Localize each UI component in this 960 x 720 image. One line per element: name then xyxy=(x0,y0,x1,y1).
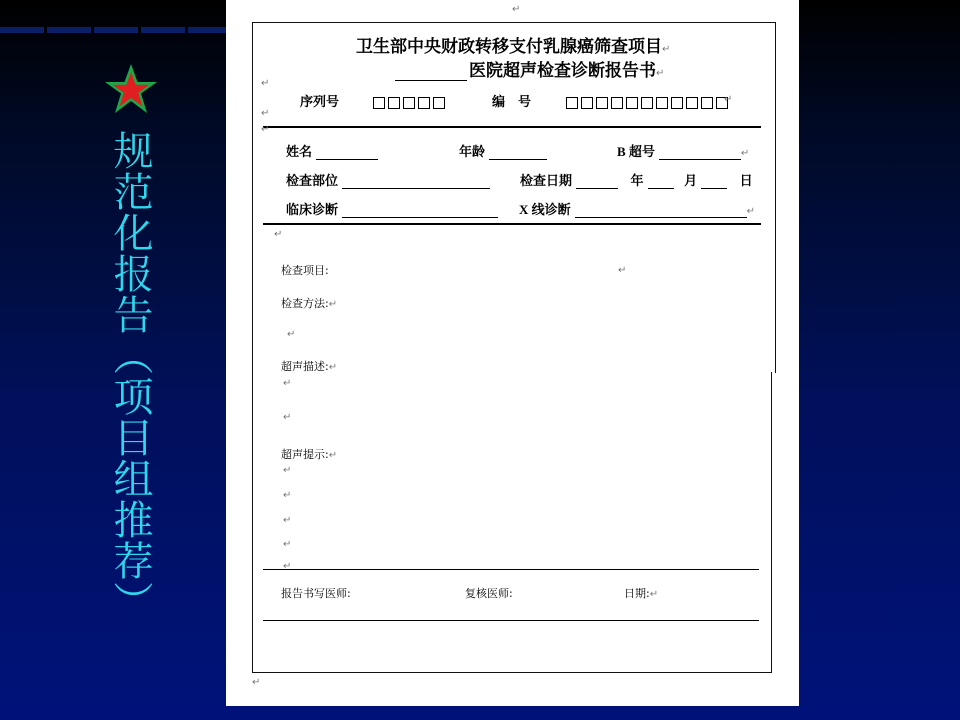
report-paper-margin xyxy=(226,375,253,706)
number-label: 编 号 xyxy=(492,95,532,110)
exam-date-field[interactable]: 检查日期 年 月 日 xyxy=(520,174,753,189)
date-label: 日期:↵ xyxy=(624,587,659,600)
review-doctor-label: 复核医师: xyxy=(465,587,513,600)
exam-site-field[interactable]: 检查部位 xyxy=(286,170,490,189)
name-field[interactable]: 姓名 xyxy=(286,141,378,160)
paragraph-mark: ↵ xyxy=(261,108,270,119)
paragraph-mark: ↵ xyxy=(283,539,292,550)
bscan-number-field[interactable]: B 超号 ↵ xyxy=(617,144,750,159)
hospital-name-blank[interactable] xyxy=(395,66,467,81)
divider xyxy=(263,620,759,621)
exam-item-label: 检查项目: xyxy=(281,264,329,277)
paragraph-mark: ↵ xyxy=(283,515,292,526)
paragraph-mark: ↵ xyxy=(724,94,733,105)
age-field[interactable]: 年龄 xyxy=(459,141,547,160)
paragraph-mark: ↵ xyxy=(261,78,270,89)
header-decoration-bars xyxy=(0,27,240,35)
serial-label: 序列号 xyxy=(300,95,340,110)
divider xyxy=(263,126,761,128)
report-doctor-label: 报告书写医师: xyxy=(281,587,351,600)
exam-method-label: 检查方法:↵ xyxy=(281,297,338,310)
paragraph-mark: ↵ xyxy=(618,265,627,276)
paragraph-mark: ↵ xyxy=(274,229,283,240)
clinical-diagnosis-field[interactable]: 临床诊断 xyxy=(286,199,498,218)
paragraph-mark: ↵ xyxy=(512,4,521,15)
paragraph-mark: ↵ xyxy=(252,677,261,688)
paragraph-mark: ↵ xyxy=(287,329,296,340)
paragraph-mark: ↵ xyxy=(283,561,292,572)
slide-title: 规范化报告（项目组推荐） xyxy=(107,130,153,622)
form-title-line1: 卫生部中央财政转移支付乳腺癌筛查项目↵ xyxy=(356,37,671,57)
star-icon xyxy=(103,62,159,118)
xray-diagnosis-field[interactable]: X 线诊断 ↵ xyxy=(519,202,756,217)
paragraph-mark: ↵ xyxy=(283,490,292,501)
report-form-body-frame xyxy=(252,372,772,673)
us-description-label: 超声描述:↵ xyxy=(281,360,338,373)
paragraph-mark: ↵ xyxy=(283,465,292,476)
paragraph-mark: ↵ xyxy=(283,412,292,423)
divider xyxy=(263,223,761,225)
serial-boxes[interactable] xyxy=(373,92,448,111)
number-boxes[interactable] xyxy=(566,92,731,111)
paragraph-mark: ↵ xyxy=(283,378,292,389)
paragraph-mark: ↵ xyxy=(261,124,270,135)
us-hint-label: 超声提示:↵ xyxy=(281,448,338,461)
divider xyxy=(263,569,759,570)
form-title-line2: 医院超声检查诊断报告书↵ xyxy=(395,56,664,81)
